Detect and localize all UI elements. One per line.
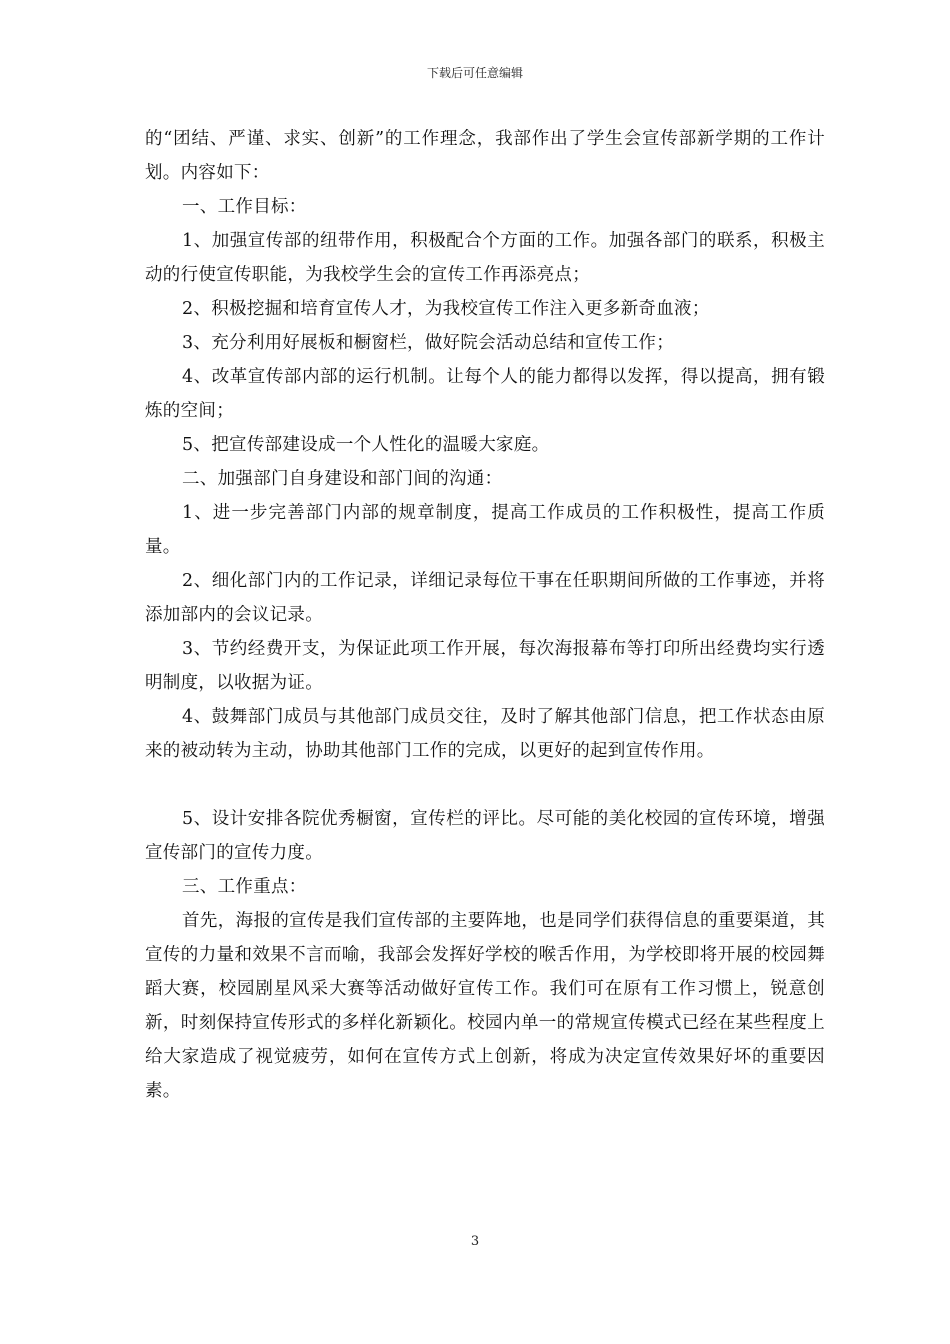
section-heading-focus: 三、工作重点： (182, 877, 307, 897)
paragraph-comm-1: 1、进一步完善部门内部的规章制度，提高工作成员的工作积极性，提高工作质量。 (145, 503, 825, 557)
page-header: 下载后可任意编辑 (426, 66, 523, 80)
paragraph-goal-1: 1、加强宣传部的纽带作用，积极配合个方面的工作。加强各部门的联系，积极主动的行使宣传职能，为我校学生会的宣传工作再添亮点； (145, 231, 825, 285)
blank-line (145, 768, 825, 802)
paragraph-intro: 的“团结、严谨、求实、创新”的工作理念，我部作出了学生会宣传部新学期的工作计划。内容如下： (145, 129, 825, 183)
paragraph-comm-2: 2、细化部门内的工作记录，详细记录每位干事在任职期间所做的工作事迹，并将添加部内的会议记录。 (145, 571, 825, 625)
section-heading-communication: 二、加强部门自身建设和部门间的沟通： (182, 469, 503, 489)
paragraph-goal-2: 2、积极挖掘和培育宣传人才，为我校宣传工作注入更多新奇血液； (182, 299, 710, 319)
paragraph-comm-4: 4、鼓舞部门成员与其他部门成员交往，及时了解其他部门信息，把工作状态由原来的被动转为主动，协助其他部门工作的完成，以更好的起到宣传作用。 (145, 707, 825, 761)
paragraph-goal-3: 3、充分利用好展板和橱窗栏，做好院会活动总结和宣传工作； (182, 333, 675, 353)
document-body (145, 122, 825, 1108)
paragraph-goal-5: 5、把宣传部建设成一个人性化的温暖大家庭。 (182, 435, 550, 455)
paragraph-comm-5: 5、设计安排各院优秀橱窗，宣传栏的评比。尽可能的美化校园的宣传环境，增强宣传部门的宣传力度。 (145, 809, 825, 863)
section-heading-goals: 一、工作目标： (182, 197, 307, 217)
paragraph-comm-3: 3、节约经费开支，为保证此项工作开展，每次海报幕布等打印所出经费均实行透明制度，以收据为证。 (145, 639, 825, 693)
paragraph-goal-4: 4、改革宣传部内部的运行机制。让每个人的能力都得以发挥，得以提高，拥有锻炼的空间； (145, 367, 825, 421)
page-number: 3 (470, 1234, 480, 1249)
paragraph-focus-1: 首先，海报的宣传是我们宣传部的主要阵地，也是同学们获得信息的重要渠道，其宣传的力量和效果不言而喻，我部会发挥好学校的喉舌作用，为学校即将开展的校园舞蹈大赛，校园剧星风采大赛等活动做好宣传工作。我们可在原有工作习惯上，锐意创新，时刻保持宣传形式的多样化新颖化。校园内单一的常规宣传模式已经在某些程度上给大家造成了视觉疲劳，如何在宣传方式上创新，将成为决定宣传效果好坏的重要因素。 (145, 911, 825, 1101)
